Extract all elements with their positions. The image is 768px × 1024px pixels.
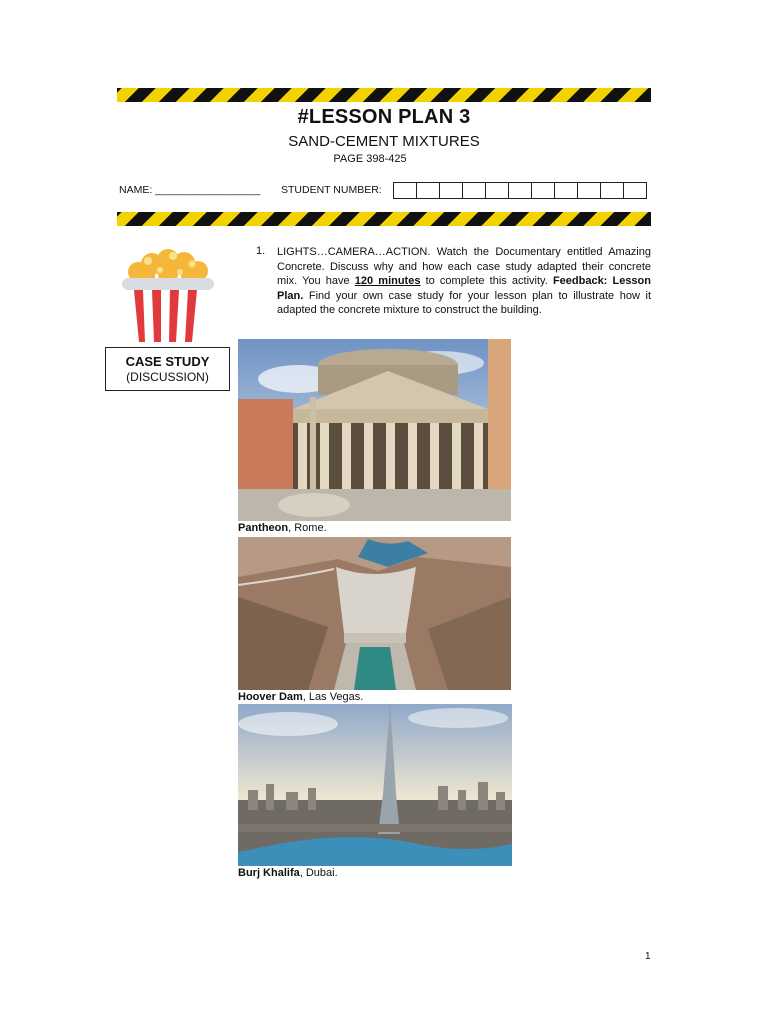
- student-number-digit-box[interactable]: [462, 182, 486, 199]
- case-study-subtitle: (DISCUSSION): [126, 370, 209, 384]
- student-number-digit-box[interactable]: [554, 182, 578, 199]
- case-place: , Las Vegas.: [302, 691, 364, 703]
- student-number-digit-box[interactable]: [485, 182, 509, 199]
- case-caption: [238, 522, 327, 534]
- case-caption: [238, 867, 338, 879]
- student-number-digit-box[interactable]: [577, 182, 601, 199]
- case-name: Pantheon: [238, 522, 289, 534]
- activity-feedback: Feedback: Lesson Plan.: [277, 275, 651, 302]
- case-caption: [238, 691, 363, 703]
- student-number-digit-box[interactable]: [600, 182, 624, 199]
- case-name: Burj Khalifa: [238, 867, 300, 879]
- name-field[interactable]: NAME: __________________: [119, 184, 261, 196]
- student-number-boxes[interactable]: [394, 182, 647, 199]
- case-study-title: CASE STUDY: [125, 354, 210, 369]
- popcorn-icon: [118, 246, 218, 344]
- student-number-digit-box[interactable]: [393, 182, 417, 199]
- page-subtitle: SAND-CEMENT MIXTURES: [288, 133, 480, 150]
- hazard-stripe-bottom: [117, 212, 651, 226]
- student-number-digit-box[interactable]: [623, 182, 647, 199]
- activity-number: 1.: [256, 245, 266, 257]
- page-number: 1: [645, 951, 651, 962]
- pantheon-photo: [238, 339, 511, 521]
- case-study-box: [105, 347, 230, 391]
- activity-text-part1: LIGHTS…CAMERA…ACTION. Watch the Documentary entitled Amazing Concrete. Discuss why and how each case study adapted their concrete mix. You have: [277, 246, 651, 287]
- student-number-digit-box[interactable]: [531, 182, 555, 199]
- hazard-stripe-top: [117, 88, 651, 102]
- burj-khalifa-photo: [238, 704, 512, 866]
- student-number-label: STUDENT NUMBER:: [281, 184, 382, 196]
- hoover-dam-photo: [238, 537, 511, 690]
- activity-time: 120 minutes: [354, 275, 421, 287]
- page-reference: PAGE 398-425: [333, 153, 407, 165]
- activity-instructions: [277, 245, 651, 318]
- student-number-digit-box[interactable]: [439, 182, 463, 199]
- activity-text-part3: Find your own case study for your lesson plan to illustrate how it adapted the concrete mixture to construct the building.: [277, 289, 651, 316]
- activity-text-part2: to complete this activity.: [420, 275, 553, 287]
- case-name: Hoover Dam: [238, 691, 303, 703]
- student-number-digit-box[interactable]: [508, 182, 532, 199]
- case-place: , Rome.: [288, 522, 327, 534]
- case-place: , Dubai.: [299, 867, 338, 879]
- student-number-digit-box[interactable]: [416, 182, 440, 199]
- page-title: #LESSON PLAN 3: [297, 106, 471, 128]
